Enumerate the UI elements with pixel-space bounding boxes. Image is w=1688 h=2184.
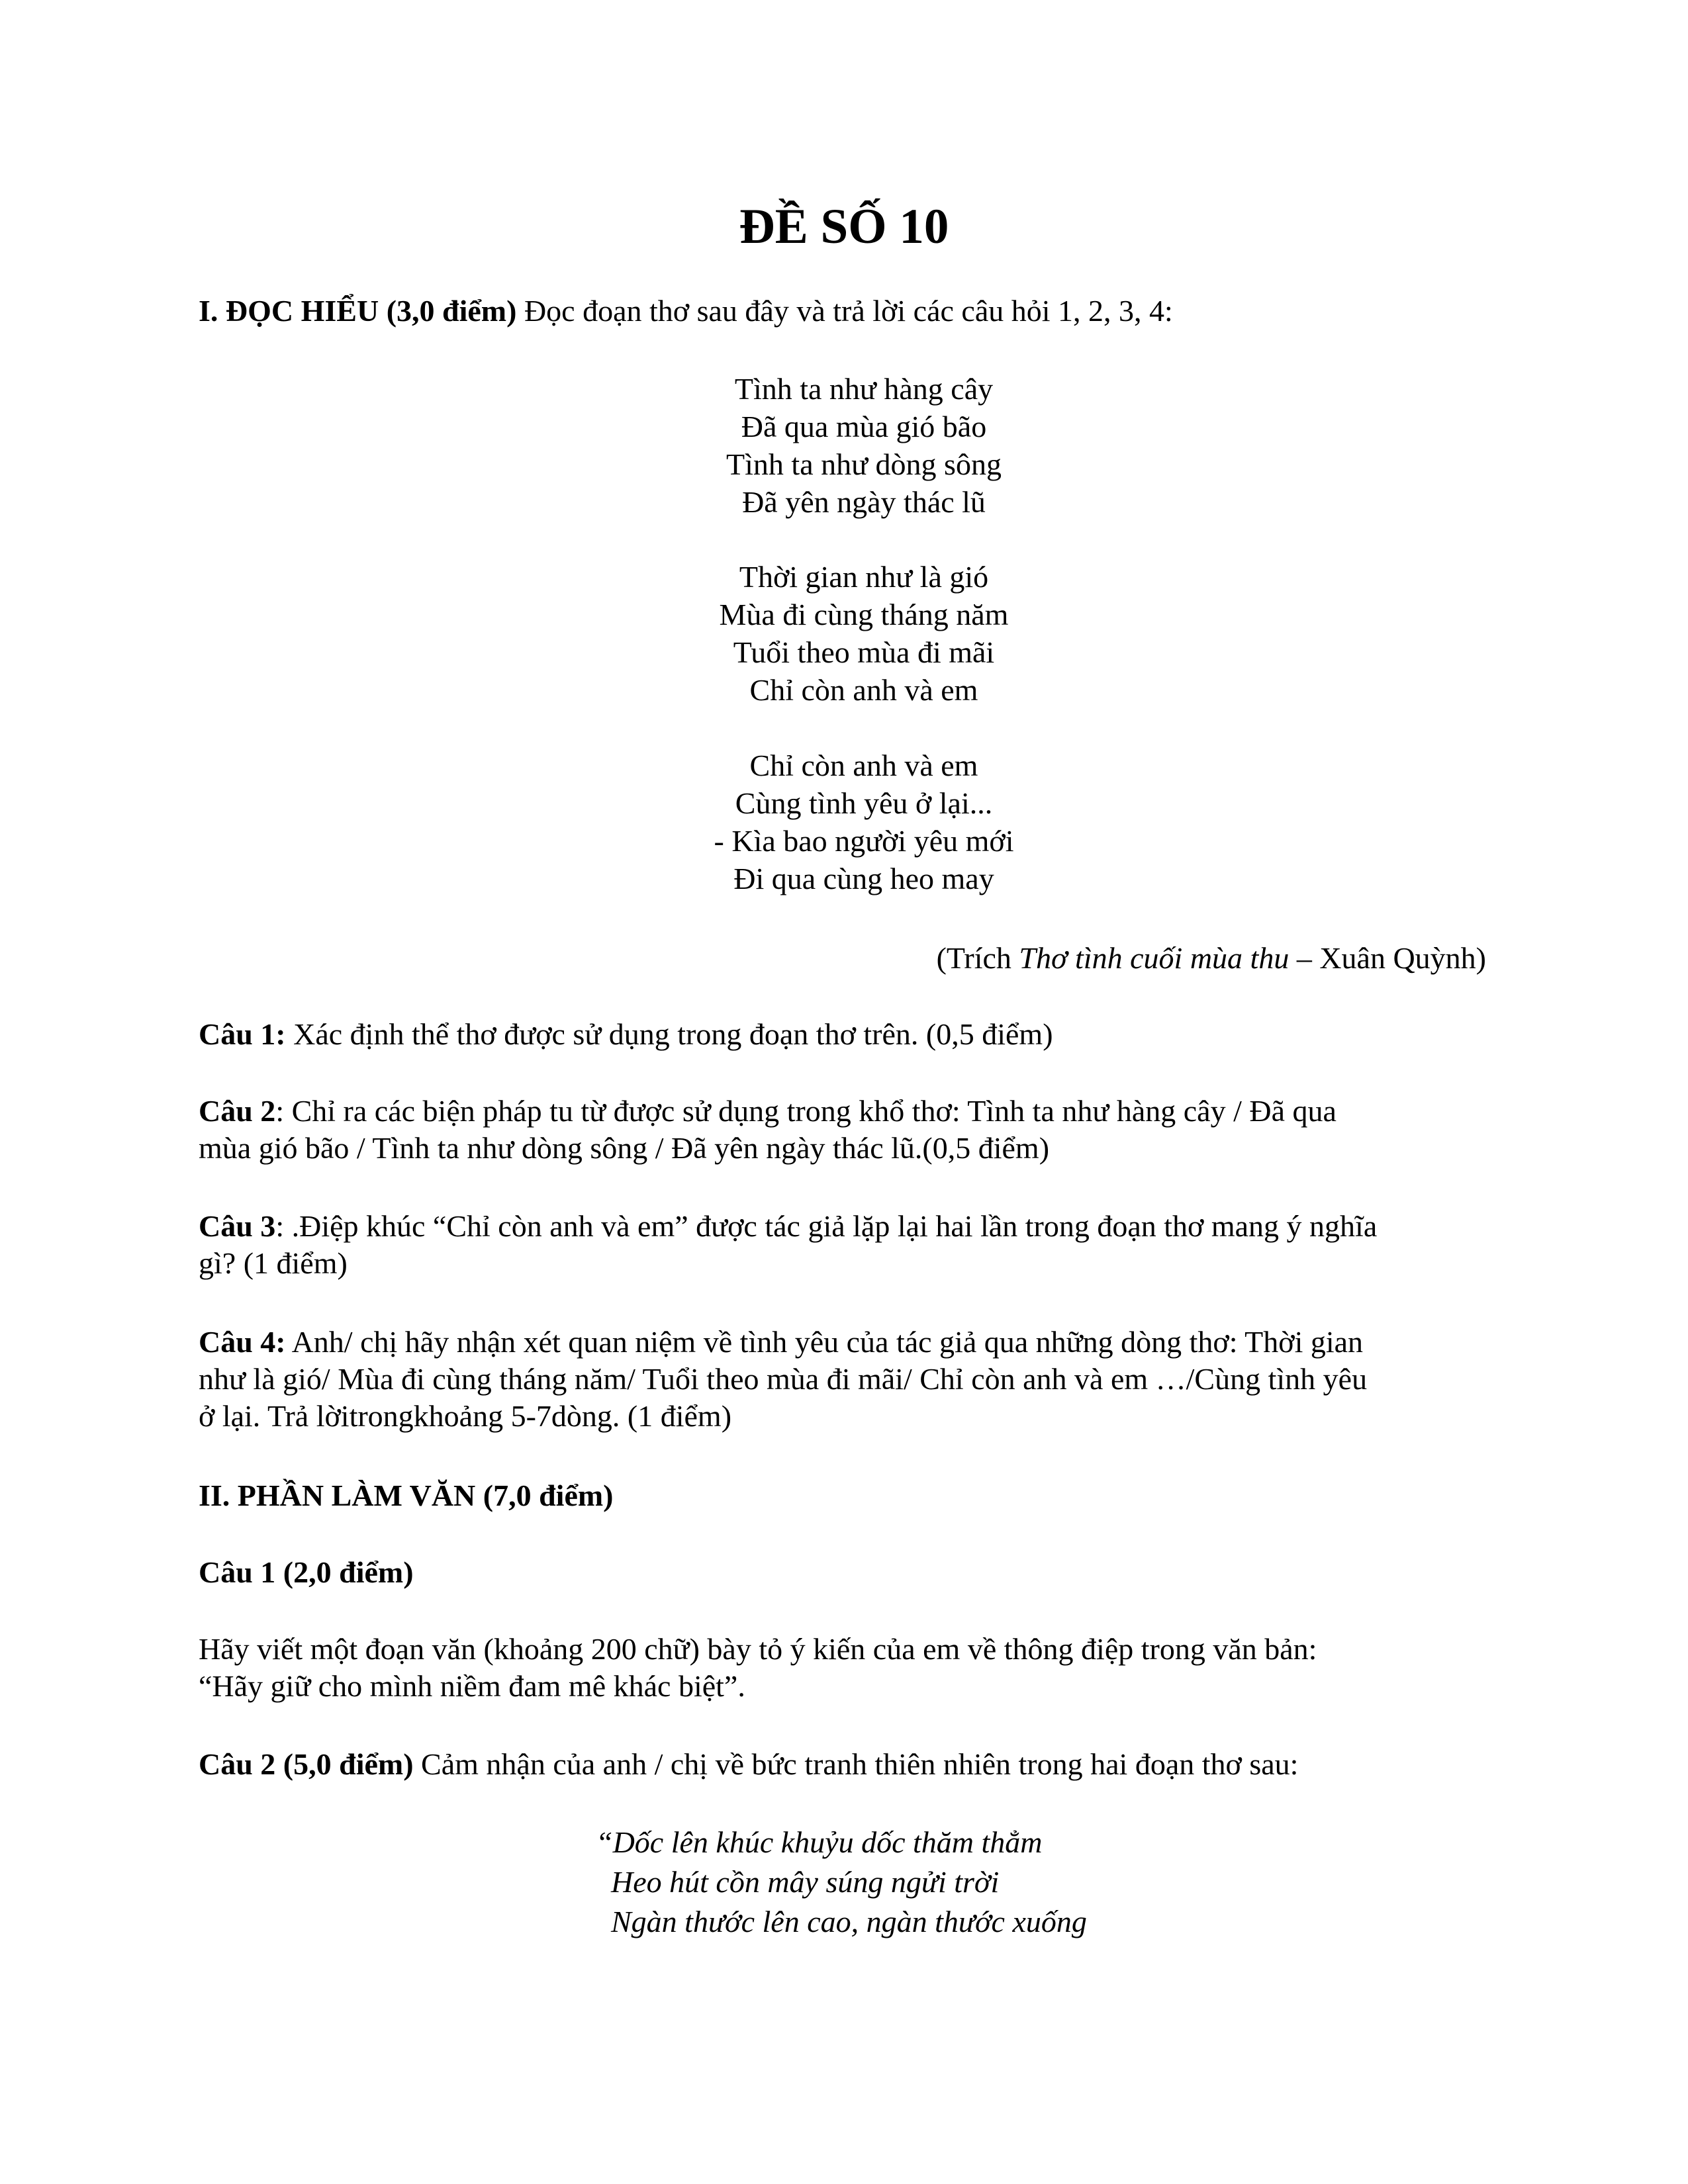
essay-1-line-1: Hãy viết một đoạn văn (khoảng 200 chữ) bày tỏ ý kiến của em về thông điệp trong văn bản:: [199, 1632, 1317, 1666]
question-3: [199, 1208, 1496, 1282]
poem-line: Thời gian như là gió: [739, 560, 989, 594]
poem-line: Đã qua mùa gió bão: [741, 410, 987, 443]
poem-stanza-1: [599, 370, 1129, 521]
essay-1-heading: Câu 1 (2,0 điểm): [199, 1555, 414, 1589]
poem-line: - Kìa bao người yêu mới: [714, 824, 1014, 858]
poem-excerpt-line: Heo hút cồn mây súng ngửi trời: [596, 1865, 1000, 1899]
poem-line: Chỉ còn anh và em: [749, 673, 978, 707]
section1-header-line: [199, 293, 1496, 330]
question-2-label: Câu 2: [199, 1094, 276, 1128]
question-1-label: Câu 1:: [199, 1017, 286, 1051]
poem-stanza-3: [599, 747, 1129, 897]
poem-line: Chỉ còn anh và em: [749, 749, 978, 782]
question-4-line-3: ở lại. Trả lờitrongkhoảng 5-7dòng. (1 điểm): [199, 1399, 732, 1433]
source-work: Thơ tình cuối mùa thu: [1019, 941, 1289, 975]
question-4: [199, 1324, 1496, 1435]
question-4-line-1: Anh/ chị hãy nhận xét quan niệm về tình yêu của tác giả qua những dòng thơ: Thời gian: [285, 1325, 1364, 1359]
essay-2-text: Cảm nhận của anh / chị về bức tranh thiên nhiên trong hai đoạn thơ sau:: [413, 1747, 1299, 1781]
poem-excerpt-line: “Dốc lên khúc khuỷu dốc thăm thẳm: [596, 1825, 1043, 1859]
poem-stanza-2: [599, 558, 1129, 709]
poem-line: Đã yên ngày thác lũ: [742, 485, 986, 519]
question-4-label: Câu 4:: [199, 1325, 286, 1359]
question-3-line-1: : .Điệp khúc “Chỉ còn anh và em” được tác giả lặp lại hai lần trong đoạn thơ mang ý nghĩa: [275, 1209, 1378, 1243]
essay-1-prompt: [199, 1631, 1496, 1705]
question-3-line-2: gì? (1 điểm): [199, 1246, 348, 1280]
source-prefix: (Trích: [936, 941, 1019, 975]
essay-2: [199, 1746, 1496, 1783]
poem-source: [937, 940, 1486, 977]
poem-line: Tình ta như hàng cây: [734, 372, 994, 406]
poem-excerpt-2: [596, 1823, 1087, 1942]
section1-instruction: Đọc đoạn thơ sau đây và trả lời các câu hỏi 1, 2, 3, 4:: [516, 294, 1173, 328]
essay-2-label: Câu 2 (5,0 điểm): [199, 1747, 414, 1781]
page-title: ĐỀ SỐ 10: [739, 199, 949, 254]
poem-line: Mùa đi cùng tháng năm: [719, 598, 1009, 631]
poem-line: Tình ta như dòng sông: [726, 447, 1002, 481]
section1-heading: I. ĐỌC HIỂU (3,0 điểm): [199, 294, 517, 328]
question-1: [199, 1016, 1496, 1053]
section2-heading: II. PHẦN LÀM VĂN (7,0 điểm): [199, 1479, 614, 1512]
question-2-line-1: : Chỉ ra các biện pháp tu từ được sử dụng trong khổ thơ: Tình ta như hàng cây / Đã qua: [275, 1094, 1336, 1128]
question-2: [199, 1093, 1496, 1167]
poem-line: Cùng tình yêu ở lại...: [735, 786, 993, 820]
question-3-label: Câu 3: [199, 1209, 276, 1243]
question-1-text: Xác định thể thơ được sử dụng trong đoạn thơ trên. (0,5 điểm): [285, 1017, 1053, 1051]
poem-excerpt-line: Ngàn thước lên cao, ngàn thước xuống: [596, 1905, 1087, 1938]
poem-line: Đi qua cùng heo may: [733, 862, 994, 895]
question-2-line-2: mùa gió bão / Tình ta như dòng sông / Đã yên ngày thác lũ.(0,5 điểm): [199, 1131, 1050, 1165]
poem-line: Tuổi theo mùa đi mãi: [733, 635, 995, 669]
question-4-line-2: như là gió/ Mùa đi cùng tháng năm/ Tuổi theo mùa đi mãi/ Chỉ còn anh và em …/Cùng tình yêu: [199, 1362, 1368, 1396]
source-suffix: – Xuân Quỳnh): [1289, 941, 1486, 975]
essay-1-line-2: “Hãy giữ cho mình niềm đam mê khác biệt”.: [199, 1669, 745, 1703]
